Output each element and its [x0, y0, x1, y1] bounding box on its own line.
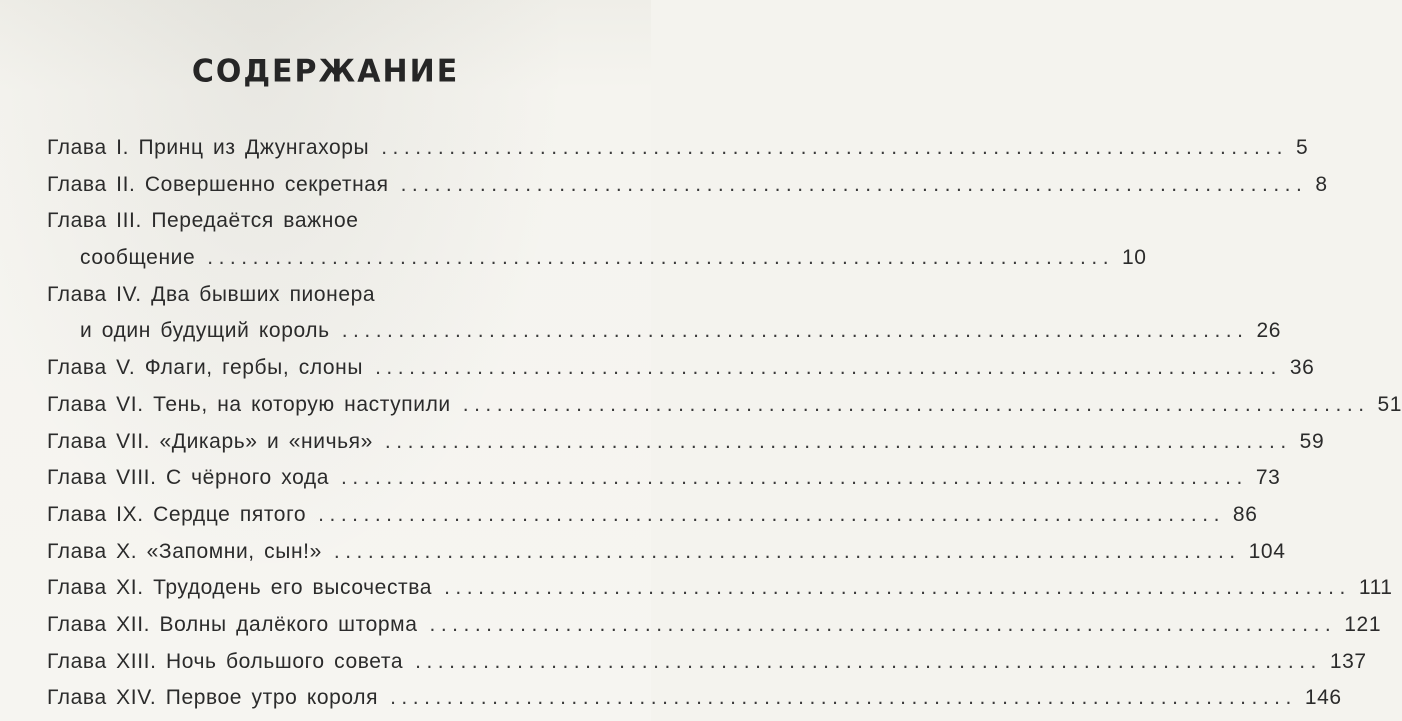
dot-leader: ................................................................................ — [384, 429, 1292, 453]
page-number: 10 — [1122, 246, 1147, 270]
toc-entry — [47, 607, 1382, 644]
dot-leader: ................................................................................ — [429, 612, 1337, 636]
chapter-title: Глава II. Совершенно секретная — [47, 172, 389, 196]
toc-entry — [47, 680, 1342, 717]
dot-leader: ................................................................................ — [462, 392, 1370, 416]
chapter-title: Глава VII. «Дикарь» и «ничья» — [47, 429, 373, 453]
page-number: 146 — [1304, 686, 1342, 710]
toc-entry — [47, 387, 1402, 424]
chapter-title: Глава V. Флаги, гербы, слоны — [47, 356, 364, 380]
chapter-title: Глава I. Принц из Джунгахоры — [47, 136, 370, 159]
chapter-title: Глава III. Передаётся важное — [47, 209, 359, 233]
dot-leader: ................................................................................ — [341, 319, 1249, 343]
dot-leader: ................................................................................ — [318, 502, 1225, 526]
dot-leader: ................................................................................ — [207, 246, 1115, 270]
toc-entry — [47, 350, 1315, 387]
chapter-title: Глава XII. Волны далёкого шторма — [47, 612, 418, 636]
toc-entry — [47, 130, 1309, 167]
chapter-title: Глава X. «Запомни, сын!» — [47, 539, 322, 563]
dot-leader: ................................................................................ — [381, 136, 1288, 159]
page-number: 86 — [1232, 502, 1258, 526]
page-number: 26 — [1256, 319, 1282, 343]
toc-entry — [47, 570, 1393, 607]
page-number: 59 — [1299, 429, 1325, 453]
chapter-title-continuation: сообщение — [80, 246, 196, 270]
dot-leader: ................................................................................ — [400, 172, 1308, 196]
table-of-contents — [47, 130, 1402, 717]
chapter-title: Глава VI. Тень, на которую наступили — [47, 392, 451, 416]
page-number: 73 — [1255, 466, 1281, 490]
dot-leader: ................................................................................ — [444, 576, 1351, 600]
chapter-title: Глава XIII. Ночь большого совета — [47, 649, 404, 673]
page-title: СОДЕРЖАНИЕ — [191, 53, 460, 90]
page-number: 36 — [1289, 356, 1315, 380]
page-number: 104 — [1248, 539, 1286, 563]
page-number: 111 — [1358, 576, 1393, 600]
toc-entry — [47, 644, 1367, 681]
page-number: 8 — [1315, 172, 1328, 196]
chapter-title-continuation: и один будущий король — [80, 319, 330, 343]
chapter-title: Глава XI. Трудодень его высочества — [47, 576, 433, 600]
toc-entry — [47, 203, 1147, 276]
chapter-title: Глава IV. Два бывших пионера — [47, 282, 376, 306]
toc-entry — [47, 167, 1328, 204]
toc-entry — [47, 460, 1281, 497]
chapter-title: Глава IX. Сердце пятого — [47, 502, 307, 526]
page-number: 5 — [1295, 136, 1309, 159]
chapter-title: Глава VIII. С чёрного хода — [47, 466, 330, 490]
dot-leader: ................................................................................ — [341, 466, 1248, 490]
toc-entry — [47, 424, 1325, 461]
dot-leader: ................................................................................ — [333, 539, 1241, 563]
page-number: 121 — [1344, 612, 1382, 636]
dot-leader: ................................................................................ — [390, 686, 1297, 710]
toc-entry — [47, 497, 1258, 534]
toc-entry — [47, 534, 1286, 571]
chapter-title: Глава XIV. Первое утро короля — [47, 686, 379, 710]
dot-leader: ................................................................................ — [375, 356, 1282, 380]
dot-leader: ................................................................................ — [415, 649, 1322, 673]
page-number: 137 — [1329, 649, 1367, 673]
page-number: 51 — [1377, 392, 1402, 416]
toc-entry — [47, 277, 1282, 350]
